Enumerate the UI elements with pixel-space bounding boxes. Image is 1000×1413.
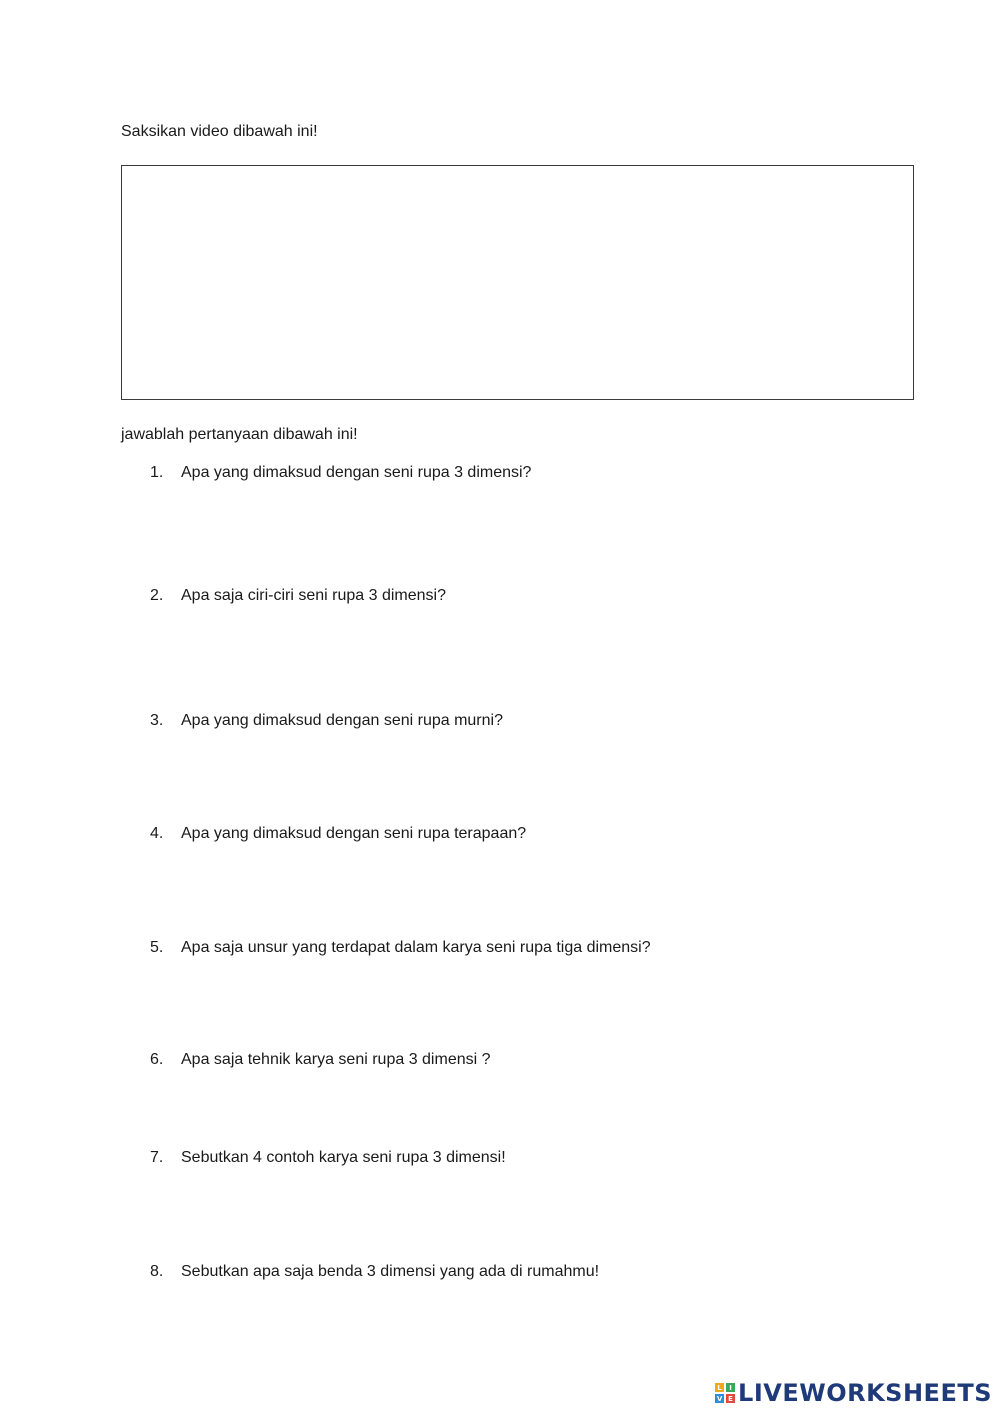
question-text: Sebutkan apa saja benda 3 dimensi yang ada di rumahmu! <box>181 1263 600 1280</box>
question-text: Apa saja tehnik karya seni rupa 3 dimensi ? <box>181 1051 491 1068</box>
video-embed-frame[interactable] <box>121 165 914 400</box>
question-number: 8. <box>150 1263 164 1280</box>
question-number: 7. <box>150 1149 164 1166</box>
question-number: 5. <box>150 939 164 956</box>
question-text: Apa yang dimaksud dengan seni rupa terapaan? <box>181 825 527 842</box>
question-text: Apa yang dimaksud dengan seni rupa 3 dimensi? <box>181 464 532 481</box>
questions-instruction: jawablah pertanyaan dibawah ini! <box>121 426 358 443</box>
question-text: Apa saja ciri-ciri seni rupa 3 dimensi? <box>181 587 446 604</box>
question-text: Sebutkan 4 contoh karya seni rupa 3 dimensi! <box>181 1149 506 1166</box>
liveworksheets-logo <box>715 1376 992 1410</box>
question-text: Apa saja unsur yang terdapat dalam karya seni rupa tiga dimensi? <box>181 939 651 956</box>
question-text: Apa yang dimaksud dengan seni rupa murni? <box>181 712 503 729</box>
question-item <box>150 824 526 844</box>
question-item <box>150 1262 599 1282</box>
question-item <box>150 586 446 606</box>
question-item <box>150 1050 491 1070</box>
question-number: 1. <box>150 464 164 481</box>
question-number: 4. <box>150 825 164 842</box>
logo-letter: E <box>726 1394 735 1403</box>
logo-letter: V <box>716 1394 723 1403</box>
question-item <box>150 1148 506 1168</box>
video-instruction: Saksikan video dibawah ini! <box>121 123 318 140</box>
logo-letter: I <box>726 1383 735 1392</box>
question-number: 6. <box>150 1051 164 1068</box>
logo-wordmark: LIVEWORKSHEETS <box>738 1379 992 1407</box>
question-number: 3. <box>150 712 164 729</box>
question-number: 2. <box>150 587 164 604</box>
question-item <box>150 938 651 958</box>
question-item <box>150 463 531 483</box>
question-item <box>150 711 503 731</box>
logo-letter: L <box>715 1383 724 1392</box>
logo-mark-icon <box>715 1383 735 1403</box>
